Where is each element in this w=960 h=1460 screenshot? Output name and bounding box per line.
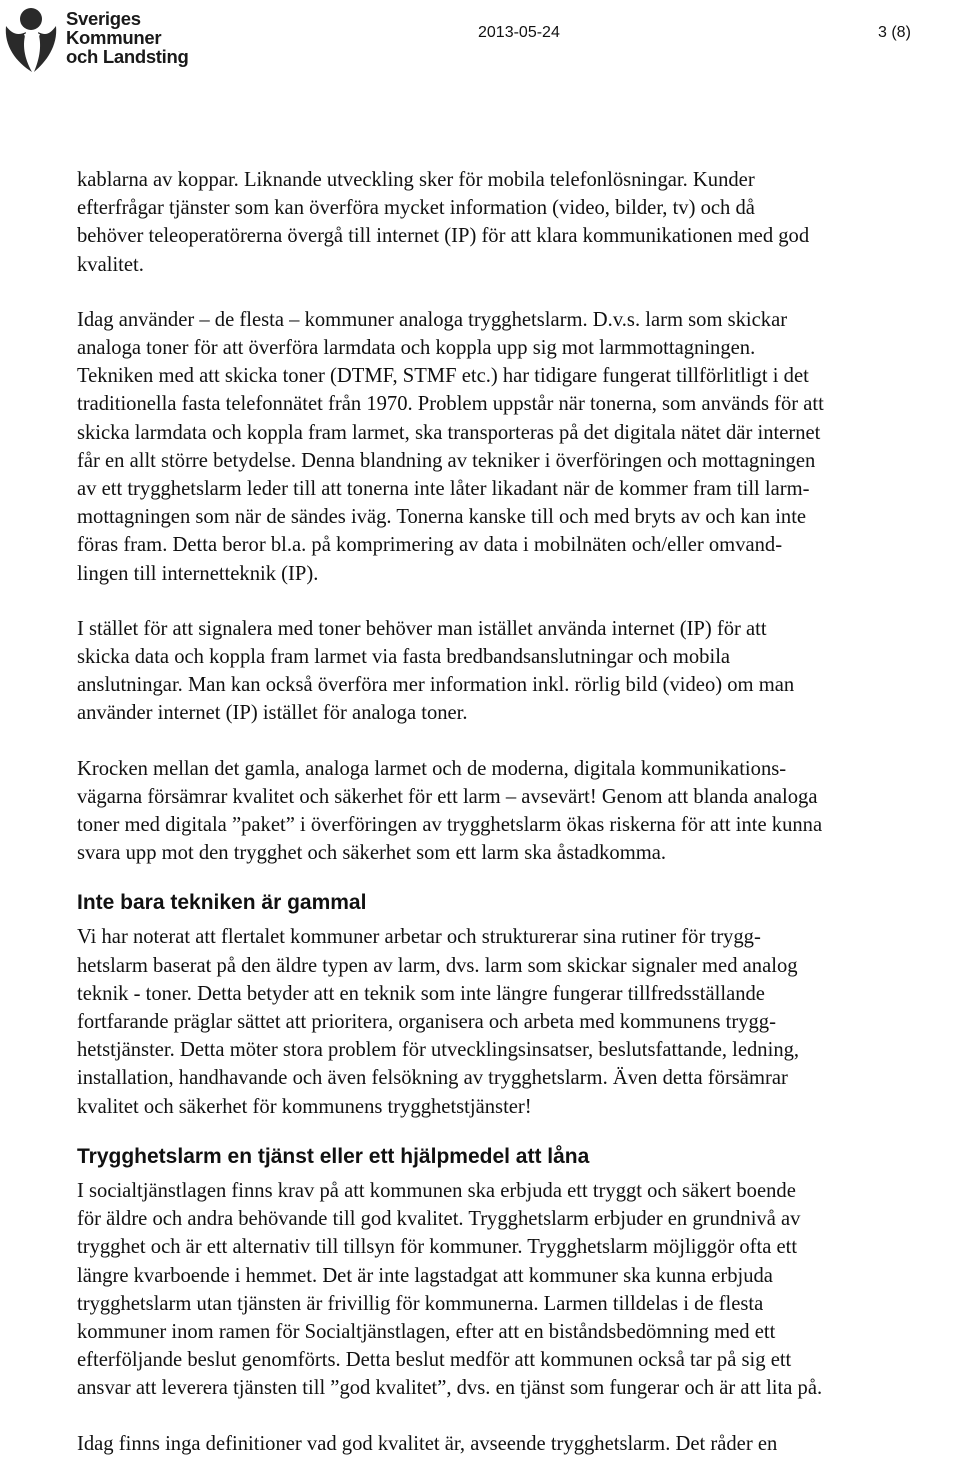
page-number: 3 (8)	[878, 24, 911, 41]
text-line: Vi har noterat att flertalet kommuner arbetar och strukturerar sina rutiner för trygg-	[77, 926, 761, 949]
text-line: Idag använder – de flesta – kommuner analoga trygghetslarm. D.v.s. larm som skickar	[77, 308, 788, 331]
text-line: fortfarande präglar sättet att prioritera, organisera och arbeta med kommunens trygg-	[77, 1011, 776, 1034]
text-line: kvalitet och säkerhet för kommunens trygghetstjänster!	[77, 1095, 532, 1118]
text-line: längre kvarboende i hemmet. Det är inte lagstadgat att kommuner ska kunna erbjuda	[77, 1264, 773, 1287]
text-line: för äldre och andra behövande till god kvalitet. Trygghetslarm erbjuder en grundnivå av	[77, 1208, 801, 1231]
text-line: efterföljande beslut genomförts. Detta beslut medför att kommunen också tar på sig ett	[77, 1349, 792, 1372]
skl-logo-icon	[2, 4, 60, 74]
text-line: trygghetslarm utan tjänsten är frivillig för kommunerna. Larmen tilldelas i de flesta	[77, 1292, 764, 1315]
text-line: installation, handhavande och även felsökning av trygghetslarm. Även detta försämrar	[77, 1067, 788, 1090]
text-line: analoga toner för att överföra larmdata och koppla upp sig mot larmmottagningen.	[77, 337, 756, 360]
text-line: skicka larmdata och koppla fram larmet, ska transporteras på det digitala nätet där internet	[77, 421, 821, 444]
paragraph	[77, 1430, 960, 1458]
text-line: trygghet och är ett alternativ till tillsyn för kommuner. Trygghetslarm möjliggör ofta ett	[77, 1236, 798, 1259]
page-header	[0, 0, 960, 80]
section-heading: Inte bara tekniken är gammal	[77, 891, 367, 915]
text-line: kablarna av koppar. Liknande utveckling sker för mobila telefonlösningar. Kunder	[77, 169, 755, 191]
section-heading: Trygghetslarm en tjänst eller ett hjälpmedel att låna	[77, 1144, 590, 1168]
text-line: I socialtjänstlagen finns krav på att kommunen ska erbjuda ett tryggt och säkert boende	[77, 1179, 796, 1202]
text-line: skicka data och koppla fram larmet via fasta bredbandsanslutningar och mobila	[77, 646, 731, 669]
text-line: föras fram. Detta beror bl.a. på komprimering av data i mobilnäten och/eller omvand-	[77, 534, 783, 557]
document-date: 2013-05-24	[478, 24, 560, 41]
paragraph	[77, 923, 960, 1120]
text-line: använder internet (IP) istället för analoga toner.	[77, 702, 468, 725]
text-line: Tekniken med att skicka toner (DTMF, STMF etc.) har tidigare fungerat tillförlitligt i det	[77, 365, 809, 388]
text-line: får en allt större betydelse. Denna blandning av tekniker i överföringen och mottagningen	[77, 449, 816, 472]
text-line: kvalitet.	[77, 253, 144, 276]
text-line: behöver teleoperatörerna övergå till internet (IP) för att klara kommunikationen med god	[77, 225, 810, 248]
text-line: teknik - toner. Detta betyder att en teknik som inte längre fungerar tillfredsställande	[77, 982, 765, 1005]
document-body	[77, 166, 960, 1458]
paragraph	[77, 306, 960, 588]
text-line: mottagningen som när de sändes iväg. Tonerna kanske till och med bryts av och kan inte	[77, 506, 807, 529]
text-line: efterfrågar tjänster som kan överföra mycket information (video, bilder, tv) och då	[77, 197, 755, 220]
text-line: vägarna försämrar kvalitet och säkerhet för ett larm – avsevärt! Genom att blanda analoga	[77, 785, 818, 808]
logo-line: Kommuner	[66, 27, 162, 48]
text-line: anslutningar. Man kan också överföra mer information inkl. rörlig bild (video) om man	[77, 674, 795, 697]
text-line: svara upp mot den trygghet och säkerhet som ett larm ska åstadkomma.	[77, 842, 667, 865]
text-line: av ett trygghetslarm leder till att tonerna inte låter likadant när de kommer fram till larm-	[77, 478, 810, 501]
paragraph	[77, 755, 960, 868]
text-line: hetstjänster. Detta möter stora problem för utvecklingsinsatser, beslutsfattande, ledning,	[77, 1039, 800, 1062]
text-line: Idag finns inga definitioner vad god kvalitet är, avseende trygghetslarm. Det råder en	[77, 1432, 778, 1455]
logo-line: Sveriges	[66, 8, 141, 29]
text-line: kommuner inom ramen för Socialtjänstlagen, efter att en biståndsbedömning med ett	[77, 1320, 776, 1343]
text-line: ansvar att leverera tjänsten till ”god kvalitet”, dvs. en tjänst som fungerar och är att lita på.	[77, 1377, 823, 1400]
text-line: toner med digitala ”paket” i överföringen av trygghetslarm ökas riskerna för att inte kunna	[77, 814, 823, 837]
text-line: hetslarm baserat på den äldre typen av larm, dvs. larm som skickar signaler med analog	[77, 954, 798, 977]
paragraph	[77, 1177, 960, 1403]
paragraph	[77, 615, 960, 728]
logo-wordmark	[66, 9, 189, 66]
text-line: traditionella fasta telefonnätet från 1970. Problem uppstår när tonerna, som används för att	[77, 393, 824, 416]
text-line: lingen till internetteknik (IP).	[77, 562, 319, 585]
text-line: I stället för att signalera med toner behöver man istället använda internet (IP) för att	[77, 617, 767, 640]
paragraph	[77, 166, 960, 279]
logo-line: och Landsting	[66, 46, 189, 67]
text-line: Krocken mellan det gamla, analoga larmet och de moderna, digitala kommunikations-	[77, 757, 787, 780]
